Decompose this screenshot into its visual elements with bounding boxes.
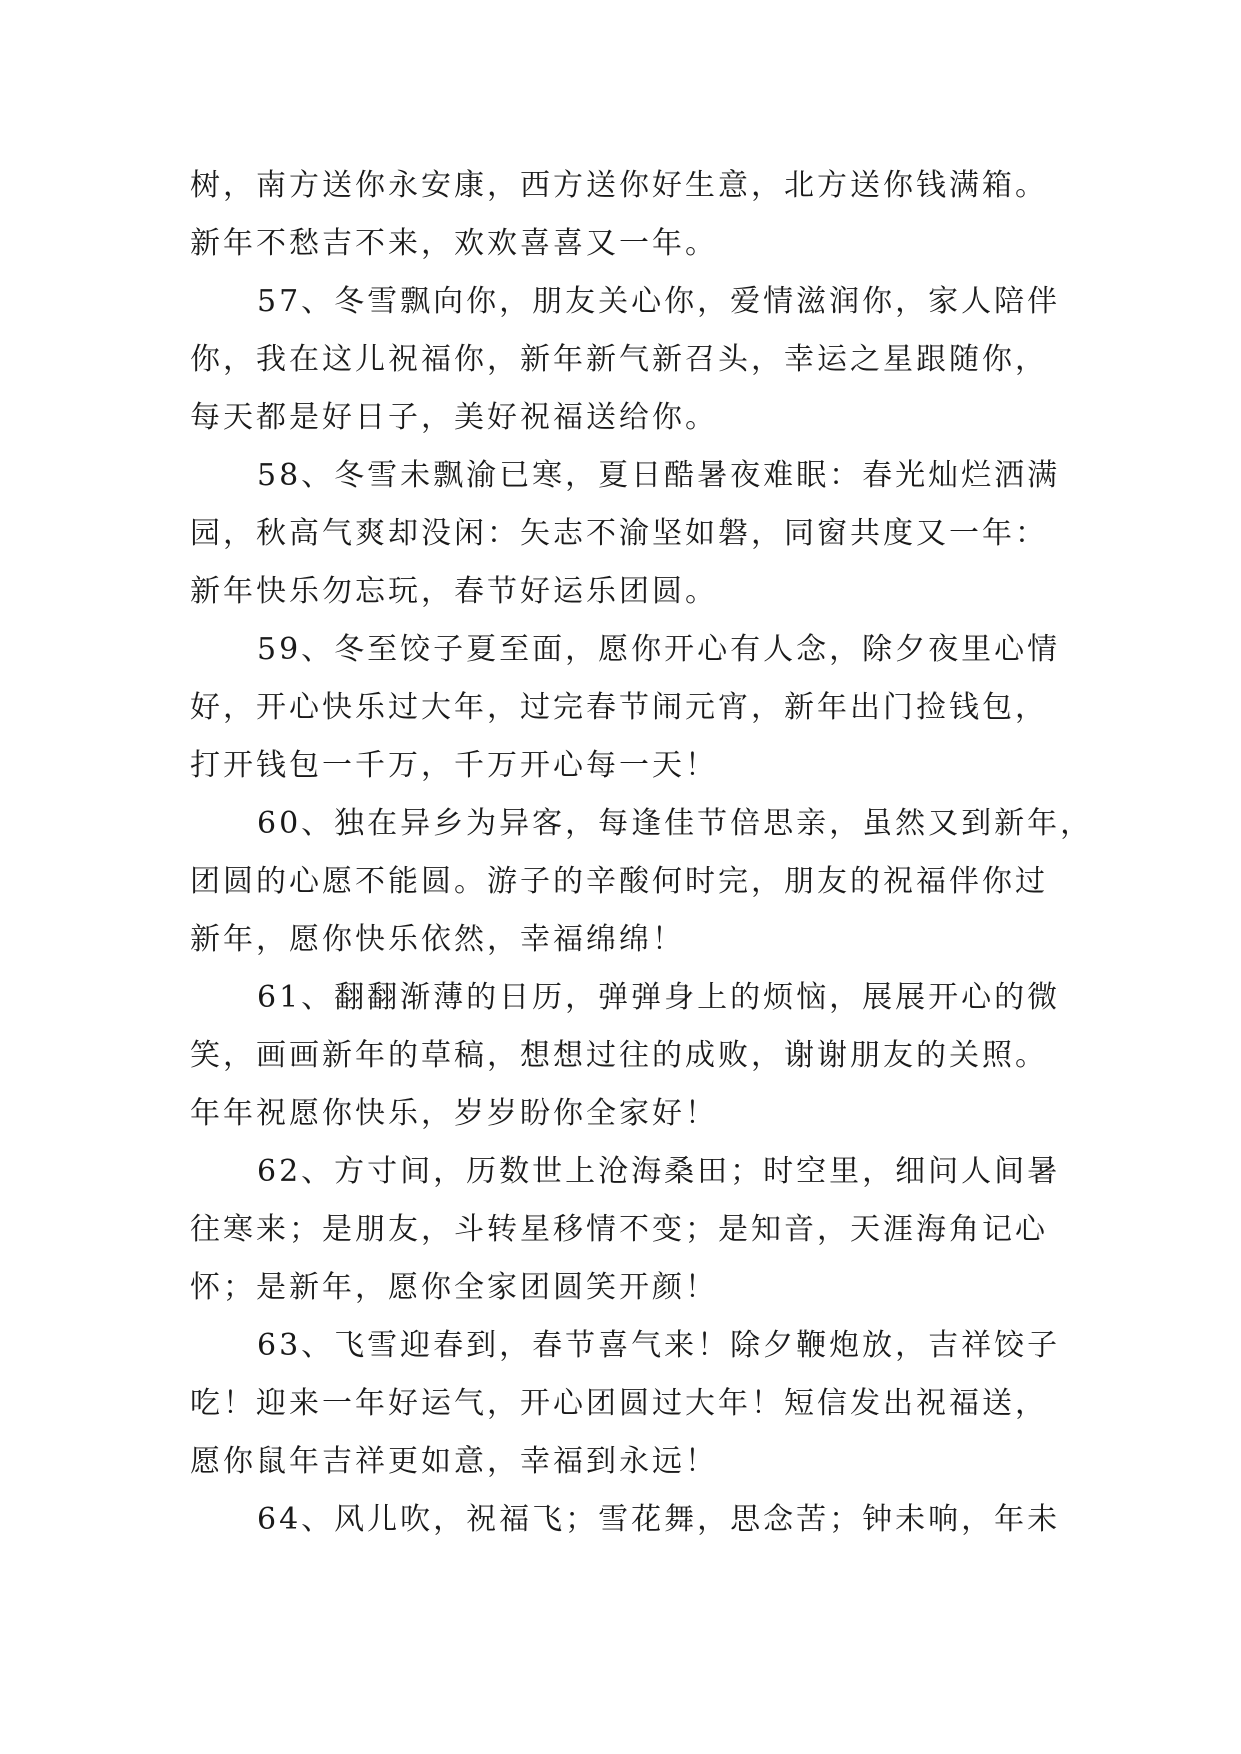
text-line: 58、冬雪未飘渝已寒，夏日酷暑夜难眠：春光灿烂洒满: [257, 458, 1061, 493]
text-line: 新年快乐勿忘玩，春节好运乐团圆。: [190, 574, 718, 609]
text-line: 每天都是好日子，美好祝福送给你。: [190, 400, 718, 435]
text-line: 57、冬雪飘向你，朋友关心你，爱情滋润你，家人陪伴: [257, 284, 1061, 319]
text-line: 笑，画画新年的草稿，想想过往的成败，谢谢朋友的关照。: [190, 1038, 1048, 1073]
paragraph-60: [190, 795, 1094, 969]
document-body: [190, 157, 1094, 1549]
paragraph-58: [190, 447, 1061, 621]
text-line: 64、风儿吹，祝福飞；雪花舞，思念苦；钟未响，年未: [257, 1502, 1061, 1537]
text-line: 60、独在异乡为异客，每逢佳节倍思亲，虽然又到新年，: [257, 806, 1094, 841]
paragraph-56-continuation: [190, 157, 1055, 273]
text-line: 愿你鼠年吉祥更如意，幸福到永远！: [190, 1444, 718, 1479]
text-line: 你，我在这儿祝福你，新年新气新召头，幸运之星跟随你，: [190, 342, 1048, 377]
paragraph-64: [190, 1491, 1061, 1549]
text-line: 62、方寸间，历数世上沧海桑田；时空里，细问人间暑: [257, 1154, 1061, 1189]
text-line: 打开钱包一千万，千万开心每一天！: [190, 748, 718, 783]
paragraph-61: [190, 969, 1061, 1143]
text-line: 园，秋高气爽却没闲：矢志不渝坚如磐，同窗共度又一年：: [190, 516, 1048, 551]
text-line: 往寒来；是朋友，斗转星移情不变；是知音，天涯海角记心: [190, 1212, 1048, 1247]
text-line: 新年不愁吉不来，欢欢喜喜又一年。: [190, 226, 718, 261]
paragraph-62: [190, 1143, 1061, 1317]
text-line: 59、冬至饺子夏至面，愿你开心有人念，除夕夜里心情: [257, 632, 1061, 667]
text-line: 63、飞雪迎春到，春节喜气来！除夕鞭炮放，吉祥饺子: [257, 1328, 1061, 1363]
text-line: 吃！迎来一年好运气，开心团圆过大年！短信发出祝福送，: [190, 1386, 1048, 1421]
paragraph-63: [190, 1317, 1061, 1491]
text-line: 好，开心快乐过大年，过完春节闹元宵，新年出门捡钱包，: [190, 690, 1048, 725]
text-line: 年年祝愿你快乐，岁岁盼你全家好！: [190, 1096, 718, 1131]
text-line: 团圆的心愿不能圆。游子的辛酸何时完，朋友的祝福伴你过: [190, 864, 1048, 899]
text-line: 61、翻翻渐薄的日历，弹弹身上的烦恼，展展开心的微: [257, 980, 1061, 1015]
text-line: 怀；是新年，愿你全家团圆笑开颜！: [190, 1270, 718, 1305]
paragraph-57: [190, 273, 1061, 447]
text-line: 树，南方送你永安康，西方送你好生意，北方送你钱满箱。: [190, 168, 1048, 203]
paragraph-59: [190, 621, 1061, 795]
text-line: 新年，愿你快乐依然，幸福绵绵！: [190, 922, 685, 957]
